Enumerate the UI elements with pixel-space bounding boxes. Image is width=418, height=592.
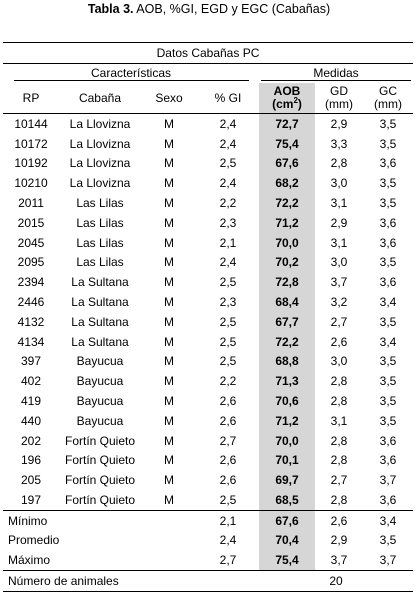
cell-gc: 3,6 (379, 235, 397, 250)
table-row (3, 292, 413, 312)
cell-cabana: Las Lilas (76, 235, 124, 250)
cell-cabana: Las Lilas (76, 196, 124, 211)
cell-rp: 2045 (17, 235, 45, 250)
summary-label: Máximo (3, 550, 197, 570)
cell-gi: 2,5 (219, 275, 237, 290)
cell-sexo: M (164, 235, 174, 250)
cell-gc: 3,5 (379, 176, 397, 191)
cell-cabana: Bayucua (76, 374, 124, 389)
cell-gi: 2,5 (219, 334, 237, 349)
cell-gi: 2,1 (219, 235, 237, 250)
cell-sexo: M (164, 156, 174, 171)
cell-sexo: M (164, 314, 174, 329)
cell-gc: 3,5 (379, 394, 397, 409)
cell-gi: 2,5 (219, 493, 237, 508)
cell-cabana: Las Lilas (76, 255, 124, 270)
cell-gd: 3,0 (330, 176, 348, 191)
cell-gc: 3,6 (379, 433, 397, 448)
cell-cabana: Fortín Quieto (64, 493, 136, 508)
cell-rp: 205 (20, 473, 42, 488)
table-number: Tabla 3. (87, 2, 134, 16)
data-table (3, 42, 413, 592)
cell-aob: 70,2 (259, 253, 315, 273)
cell-gi: 2,5 (219, 314, 237, 329)
cell-sexo: M (164, 116, 174, 131)
cell-aob: 72,2 (259, 332, 315, 352)
cell-rp: 2011 (18, 196, 44, 211)
cell-rp: 440 (20, 413, 42, 428)
summary-gi: 2,1 (197, 510, 259, 530)
cell-gc: 3,4 (379, 334, 397, 349)
cell-gd: 3,1 (330, 196, 348, 211)
cell-gi: 2,2 (219, 374, 237, 389)
header-rp: RP (3, 83, 59, 114)
cell-sexo: M (164, 295, 174, 310)
animal-count-row (3, 571, 413, 592)
cell-sexo: M (164, 433, 174, 448)
cell-gd: 2,9 (330, 116, 348, 131)
cell-aob: 67,7 (259, 312, 315, 332)
cell-gc: 3,6 (379, 215, 397, 230)
cell-gd: 3,0 (330, 354, 348, 369)
cell-gd: 3,2 (330, 295, 348, 310)
animal-count-label: Número de animales (3, 571, 259, 592)
cell-gc: 3,5 (379, 354, 397, 369)
cell-rp: 2095 (17, 255, 45, 270)
cell-rp: 4134 (17, 334, 45, 349)
cell-sexo: M (164, 136, 174, 151)
cell-rp: 197 (20, 493, 42, 508)
summary-gd: 2,6 (315, 510, 363, 530)
table-body (3, 43, 413, 592)
cell-aob: 70,1 (259, 451, 315, 471)
cell-cabana: La Llovizna (69, 176, 131, 191)
table-row (3, 332, 413, 352)
cell-gi: 2,4 (219, 116, 237, 131)
table-row (3, 371, 413, 391)
cell-gc: 3,5 (379, 413, 397, 428)
header-aob-close: ) (297, 97, 302, 111)
cell-gc: 3,6 (379, 275, 397, 290)
cell-cabana: Bayucua (76, 394, 124, 409)
cell-gc: 3,6 (379, 493, 397, 508)
cell-sexo: M (164, 196, 174, 211)
cell-gi: 2,2 (219, 196, 237, 211)
table-row (3, 253, 413, 273)
cell-gd: 3,1 (330, 235, 348, 250)
cell-aob: 75,4 (259, 134, 315, 154)
summary-aob: 67,6 (259, 510, 315, 530)
cell-sexo: M (164, 394, 174, 409)
cell-sexo: M (164, 275, 174, 290)
cell-gc: 3,5 (379, 374, 397, 389)
header-sexo: Sexo (141, 83, 197, 114)
cell-aob: 67,6 (259, 154, 315, 174)
table-row (3, 272, 413, 292)
cell-gi: 2,4 (219, 255, 237, 270)
cell-gd: 2,8 (330, 156, 348, 171)
header-gi: % GI (197, 83, 259, 114)
cell-rp: 2015 (17, 215, 45, 230)
header-gc-name: GC (379, 84, 398, 98)
summary-gi: 2,4 (219, 533, 237, 548)
cell-aob: 69,7 (259, 470, 315, 490)
cell-sexo: M (164, 413, 174, 428)
cell-aob: 70,0 (259, 431, 315, 451)
cell-cabana: Fortín Quieto (64, 473, 136, 488)
table-row (3, 173, 413, 193)
cell-gi: 2,7 (219, 433, 237, 448)
cell-rp: 10192 (14, 156, 48, 171)
cell-gi: 2,4 (219, 136, 237, 151)
section-header-row (3, 64, 413, 84)
cell-gi: 2,6 (219, 413, 237, 428)
cell-rp: 196 (20, 453, 42, 468)
cell-cabana: Las Lilas (76, 215, 124, 230)
cell-sexo: M (164, 374, 174, 389)
summary-gc: 3,7 (363, 550, 413, 570)
cell-sexo: M (164, 354, 174, 369)
header-gc-unit: (mm) (374, 97, 402, 111)
header-gd (315, 83, 363, 114)
table-row (3, 451, 413, 471)
group-title: Datos Cabañas PC (3, 43, 413, 64)
column-header-row (3, 83, 413, 114)
summary-label: Promedio (8, 533, 60, 548)
table-row (3, 193, 413, 213)
cell-cabana: Fortín Quieto (64, 433, 136, 448)
cell-sexo: M (164, 334, 174, 349)
cell-aob: 72,7 (259, 114, 315, 134)
cell-cabana: Fortín Quieto (64, 453, 136, 468)
table-row (3, 431, 413, 451)
cell-rp: 419 (20, 394, 42, 409)
cell-gc: 3,7 (379, 473, 397, 488)
cell-gd: 2,8 (330, 394, 348, 409)
header-gd-name: GD (330, 84, 348, 98)
cell-aob: 71,2 (259, 213, 315, 233)
cell-gi: 2,6 (219, 473, 237, 488)
cell-gc: 3,6 (379, 156, 397, 171)
table-caption-text: AOB, %GI, EGD y EGC (Cabañas) (133, 2, 331, 16)
table-row (3, 352, 413, 372)
cell-sexo: M (164, 453, 174, 468)
cell-cabana: La Llovizna (69, 156, 131, 171)
cell-gd: 2,7 (330, 473, 348, 488)
summary-aob: 75,4 (259, 550, 315, 570)
cell-aob: 68,8 (259, 352, 315, 372)
cell-aob: 71,2 (259, 411, 315, 431)
summary-label: Mínimo (3, 510, 197, 530)
cell-gc: 3,4 (379, 295, 397, 310)
cell-gi: 2,4 (219, 176, 237, 191)
table-row (3, 312, 413, 332)
cell-rp: 202 (20, 433, 42, 448)
header-gc (363, 83, 413, 114)
section-measures-label: Medidas (261, 66, 411, 81)
cell-gc: 3,5 (379, 314, 397, 329)
cell-aob: 68,2 (259, 173, 315, 193)
cell-cabana: La Llovizna (69, 136, 131, 151)
cell-aob: 72,2 (259, 193, 315, 213)
summary-gd: 3,7 (315, 550, 363, 570)
table-row (3, 411, 413, 431)
cell-aob: 68,5 (259, 490, 315, 510)
cell-rp: 10210 (14, 176, 48, 191)
header-aob-unit: (cm (272, 97, 294, 111)
table-row (3, 490, 413, 510)
cell-cabana: La Llovizna (69, 116, 131, 131)
cell-gc: 3,5 (379, 255, 397, 270)
cell-rp: 2446 (17, 295, 45, 310)
summary-row (3, 550, 413, 570)
cell-gd: 2,6 (330, 334, 348, 349)
cell-sexo: M (164, 473, 174, 488)
cell-aob: 68,4 (259, 292, 315, 312)
cell-cabana: La Sultana (71, 275, 129, 290)
animal-count-value: 20 (259, 571, 413, 592)
group-header-row (3, 43, 413, 64)
cell-gd: 3,7 (330, 275, 348, 290)
cell-rp: 4132 (17, 314, 45, 329)
summary-row (3, 531, 413, 551)
cell-rp: 10172 (14, 136, 48, 151)
summary-aob: 70,4 (259, 531, 315, 551)
cell-gc: 3,5 (379, 196, 397, 211)
table-row (3, 134, 413, 154)
cell-sexo: M (164, 493, 174, 508)
cell-sexo: M (164, 176, 174, 191)
table-row (3, 470, 413, 490)
cell-rp: 10144 (14, 116, 48, 131)
summary-gc: 3,5 (379, 533, 397, 548)
cell-gd: 2,8 (330, 433, 348, 448)
cell-gd: 3,1 (330, 413, 348, 428)
summary-gd: 2,9 (330, 533, 348, 548)
cell-gi: 2,3 (219, 215, 237, 230)
table-row (3, 114, 413, 134)
cell-gi: 2,5 (219, 156, 237, 171)
cell-rp: 402 (20, 374, 42, 389)
header-cabana: Cabaña (59, 83, 141, 114)
cell-aob: 72,8 (259, 272, 315, 292)
cell-aob: 71,3 (259, 371, 315, 391)
cell-gc: 3,6 (379, 453, 397, 468)
header-gd-unit: (mm) (325, 97, 353, 111)
table-row (3, 391, 413, 411)
cell-gd: 2,8 (330, 374, 348, 389)
cell-rp: 397 (20, 354, 42, 369)
header-aob (259, 83, 315, 114)
section-measures (259, 64, 413, 84)
cell-gd: 3,0 (330, 255, 348, 270)
cell-gi: 2,6 (219, 394, 237, 409)
section-characteristics-label: Características (14, 66, 249, 81)
summary-gc: 3,4 (363, 510, 413, 530)
cell-cabana: Bayucua (76, 413, 124, 428)
cell-gi: 2,5 (219, 354, 237, 369)
cell-gd: 2,8 (330, 493, 348, 508)
summary-gi: 2,7 (197, 550, 259, 570)
table-row (3, 154, 413, 174)
table-row (3, 213, 413, 233)
cell-cabana: La Sultana (71, 314, 129, 329)
cell-rp: 2394 (17, 275, 45, 290)
cell-gd: 2,8 (330, 453, 348, 468)
table-row (3, 233, 413, 253)
cell-sexo: M (164, 215, 174, 230)
summary-row (3, 510, 413, 530)
cell-gc: 3,5 (379, 116, 397, 131)
cell-cabana: La Sultana (71, 334, 129, 349)
cell-cabana: La Sultana (71, 295, 129, 310)
header-aob-superscript: 2 (293, 96, 298, 105)
cell-cabana: Bayucua (76, 354, 124, 369)
cell-gi: 2,3 (219, 295, 237, 310)
cell-sexo: M (164, 255, 174, 270)
header-aob-name: AOB (273, 84, 301, 98)
section-characteristics (3, 64, 259, 84)
table-caption (0, 2, 418, 16)
cell-gc: 3,5 (379, 136, 397, 151)
cell-aob: 70,6 (259, 391, 315, 411)
cell-gi: 2,6 (219, 453, 237, 468)
cell-gd: 2,9 (330, 215, 348, 230)
cell-gd: 3,3 (330, 136, 348, 151)
cell-gd: 2,7 (330, 314, 348, 329)
cell-aob: 70,0 (259, 233, 315, 253)
